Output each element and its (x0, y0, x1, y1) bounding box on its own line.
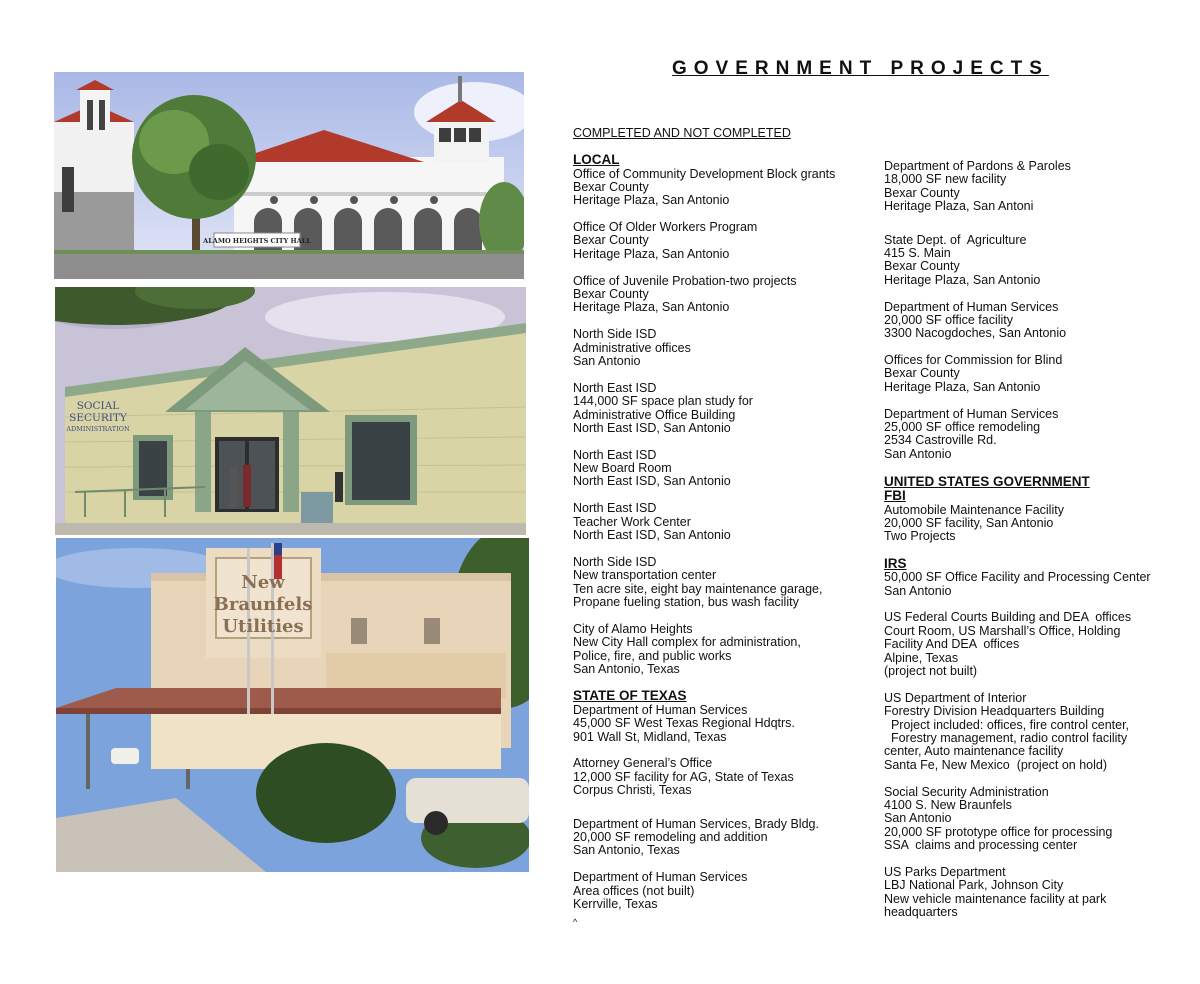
project-line: Bexar County (573, 179, 649, 194)
project-line: Police, fire, and public works (573, 648, 732, 663)
project-line: Office of Juvenile Probation-two projects (573, 273, 797, 288)
project-entry (573, 704, 863, 744)
project-line: 12,000 SF facility for AG, State of Texas (573, 769, 794, 784)
project-line: 4100 S. New Braunfels (884, 797, 1012, 812)
project-line: San Antonio (884, 811, 952, 826)
project-line: San Antonio (573, 353, 641, 368)
project-entry (884, 504, 1184, 544)
left-project-column (573, 153, 863, 927)
project-entry (884, 611, 1184, 678)
project-line: Two Projects (884, 529, 956, 544)
ssa-sign-line-3: ADMINISTRATION (66, 425, 130, 433)
project-line: New transportation center (573, 568, 717, 583)
project-line: State Dept. of Agriculture (884, 232, 1027, 247)
project-line: center, Auto maintenance facility (884, 744, 1064, 759)
project-line: New vehicle maintenance facility at park (884, 891, 1107, 906)
project-line: Bexar County (884, 185, 960, 200)
project-line: Department of Human Services, Brady Bldg. (573, 816, 819, 831)
project-line: San Antonio (884, 583, 952, 598)
project-entry (573, 818, 863, 858)
project-line: Office of Community Development Block grants (573, 166, 836, 181)
page-title: GOVERNMENT PROJECTS (672, 58, 1049, 79)
project-line: Forestry Division Headquarters Building (884, 704, 1105, 719)
project-line: headquarters (884, 905, 958, 920)
project-line: Social Security Administration (884, 784, 1049, 799)
city-hall-rendering (54, 72, 524, 279)
project-entry (573, 382, 863, 436)
project-line: New Board Room (573, 461, 672, 476)
project-entry (884, 692, 1184, 772)
footer-mark: ^ (573, 917, 578, 928)
ssa-sign-line-2: SECURITY (69, 412, 127, 424)
section-heading: FBI (884, 488, 906, 504)
project-line: 144,000 SF space plan study for (573, 394, 753, 409)
project-line: North East ISD, San Antonio (573, 528, 731, 543)
project-line: Heritage Plaza, San Antonio (573, 300, 730, 315)
project-line: Project included: offices, fire control center, (884, 717, 1130, 732)
right-project-column (884, 160, 1184, 919)
utilities-illustration (56, 538, 529, 872)
project-entry (573, 623, 863, 677)
section-heading: IRS (884, 555, 907, 571)
project-line: Forestry management, radio control facility (884, 730, 1128, 745)
project-line: Propane fueling station, bus wash facility (573, 595, 799, 609)
project-line: Santa Fe, New Mexico (project on hold) (884, 757, 1108, 772)
project-line: North East ISD (573, 380, 657, 395)
project-entry (884, 866, 1184, 920)
project-line: 18,000 SF new facility (884, 172, 1007, 187)
city-hall-sign: ALAMO HEIGHTS CITY HALL (203, 237, 311, 245)
project-line: 50,000 SF Office Facility and Processing Center (884, 570, 1151, 585)
project-line: Administrative offices (573, 340, 691, 355)
project-line: Offices for Commission for Blind (884, 353, 1063, 368)
project-line: Alpine, Texas (884, 650, 959, 665)
project-entry (573, 275, 863, 315)
project-line: Department of Human Services (573, 702, 748, 717)
project-line: Heritage Plaza, San Antonio (884, 272, 1041, 287)
project-line: North East ISD (573, 447, 657, 462)
project-line: Bexar County (884, 366, 960, 381)
section-heading: STATE OF TEXAS (573, 688, 687, 704)
project-line: San Antonio, Texas (573, 843, 680, 858)
project-entry (573, 871, 863, 911)
project-line: Department of Pardons & Paroles (884, 159, 1071, 173)
project-entry (573, 221, 863, 261)
project-line: Area offices (not built) (573, 883, 695, 898)
project-line: Office Of Older Workers Program (573, 220, 758, 235)
project-line: North East ISD (573, 501, 657, 516)
project-entry (884, 354, 1184, 394)
project-line: LBJ National Park, Johnson City (884, 878, 1064, 893)
project-entry (573, 328, 863, 368)
utilities-sign-line-2: Braunfels (213, 594, 313, 615)
project-entry (884, 408, 1184, 462)
project-line: US Parks Department (884, 864, 1006, 879)
project-line: North Side ISD (573, 554, 657, 569)
project-line: Department of Human Services (573, 870, 748, 885)
page-subtitle: COMPLETED AND NOT COMPLETED (573, 126, 791, 140)
project-line: Corpus Christi, Texas (573, 783, 692, 798)
project-line: (project not built) (884, 664, 978, 678)
project-line: 45,000 SF West Texas Regional Hdqtrs. (573, 716, 795, 731)
project-line: 415 S. Main (884, 245, 951, 260)
project-line: 20,000 SF prototype office for processing (884, 824, 1113, 839)
project-line: Bexar County (884, 259, 960, 274)
project-line: Heritage Plaza, San Antonio (573, 246, 730, 261)
project-entry (884, 234, 1184, 288)
project-line: North East ISD, San Antonio (573, 420, 731, 435)
project-entry (573, 556, 863, 610)
project-line: North Side ISD (573, 327, 657, 342)
project-entry (573, 757, 863, 797)
project-line: Ten acre site, eight bay maintenance garage, (573, 581, 823, 596)
project-line: Teacher Work Center (573, 514, 691, 529)
project-line: Bexar County (573, 287, 649, 302)
project-line: 901 Wall St, Midland, Texas (573, 729, 727, 744)
project-line: US Federal Courts Building and DEA offices (884, 610, 1132, 625)
project-line: Heritage Plaza, San Antonio (573, 193, 730, 208)
project-line: Bexar County (573, 233, 649, 248)
project-line: Department of Human Services (884, 299, 1059, 314)
project-line: 25,000 SF office remodeling (884, 420, 1041, 435)
project-line: Automobile Maintenance Facility (884, 502, 1064, 517)
project-line: Facility And DEA offices (884, 637, 1020, 652)
project-line: New City Hall complex for administration, (573, 635, 801, 650)
project-entry (884, 786, 1184, 853)
project-line: San Antonio, Texas (573, 661, 680, 676)
project-line: 3300 Nacogdoches, San Antonio (884, 326, 1067, 341)
utilities-sign-line-3: Utilities (222, 616, 304, 637)
project-line: Attorney General’s Office (573, 756, 713, 771)
project-line: Kerrville, Texas (573, 896, 658, 911)
project-line: 2534 Castroville Rd. (884, 433, 997, 448)
project-line: North East ISD, San Antonio (573, 474, 731, 489)
social-security-illustration (55, 287, 526, 535)
project-line: City of Alamo Heights (573, 621, 693, 636)
project-line: US Department of Interior (884, 690, 1027, 705)
project-entry (884, 301, 1184, 341)
project-line: Heritage Plaza, San Antonio (884, 379, 1041, 394)
project-line: 20,000 SF remodeling and addition (573, 829, 768, 844)
project-entry (884, 571, 1184, 598)
project-line: Court Room, US Marshall’s Office, Holding (884, 623, 1121, 638)
project-line: San Antonio (884, 446, 952, 461)
project-entry (573, 449, 863, 489)
city-hall-illustration (54, 72, 524, 279)
project-line: 20,000 SF facility, San Antonio (884, 515, 1054, 530)
section-heading: LOCAL (573, 152, 620, 167)
project-entry (573, 168, 863, 208)
project-line: Administrative Office Building (573, 407, 736, 422)
ssa-sign-line-1: SOCIAL (76, 400, 120, 412)
project-line: Heritage Plaza, San Antoni (884, 199, 1034, 214)
utilities-sign-line-1: New (241, 572, 285, 593)
project-line: Department of Human Services (884, 406, 1059, 421)
project-line: 20,000 SF office facility (884, 312, 1014, 327)
project-entry (884, 160, 1184, 214)
new-braunfels-utilities-photo (56, 538, 529, 872)
project-entry (573, 502, 863, 542)
social-security-photo (55, 287, 526, 535)
project-line: SSA claims and processing center (884, 838, 1078, 853)
section-heading: UNITED STATES GOVERNMENT (884, 473, 1090, 489)
